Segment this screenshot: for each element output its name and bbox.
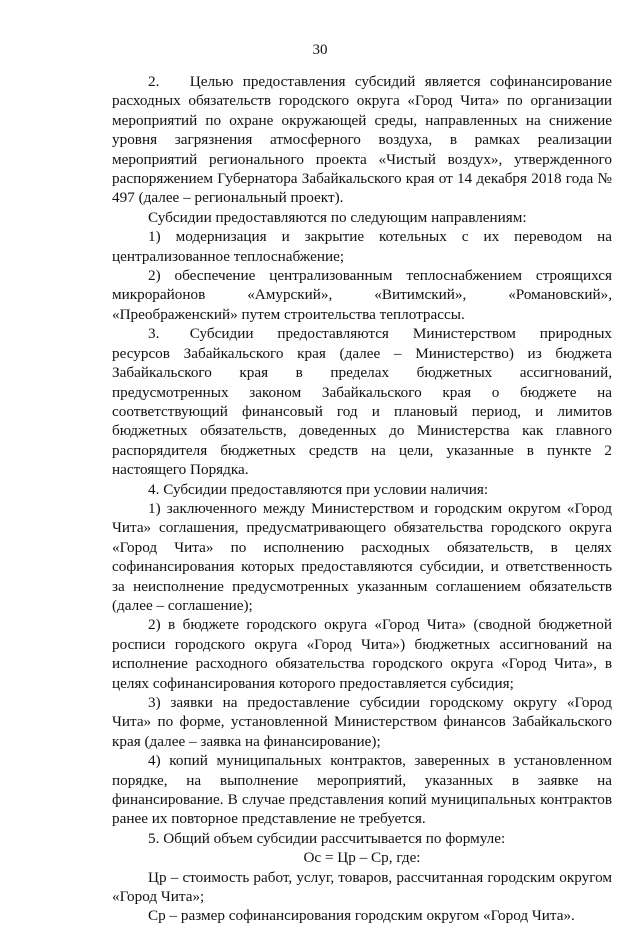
- paragraph-2-goal: 2. Целью предоставления субсидий является софинансирование расходных обязательств городского округа «Город Чита» по организации мероприятий по охране окружающей среды, направленных на снижение уровня загрязнения атмосферного воздуха, в рамках реализации мероприятий регионального проекта «Чистый воздух», утвержденного распоряжением Губернатора Забайкальского края от 14 декабря 2018 года № 497 (далее – региональный проект).: [112, 73, 612, 207]
- document-body: [112, 72, 612, 926]
- paragraph-direction-2: 2) обеспечение централизованным теплоснабжением строящихся микрорайонов «Амурский», «Витимский», «Романовский», «Преображенский» путем строительства теплотрассы.: [112, 267, 612, 323]
- paragraph-condition-1: 1) заключенного между Министерством и городским округом «Город Чита» соглашения, предусматривающего обязательства городского округа «Город Чита» по исполнению расходных обязательств, в целях софинансирования которых предоставляются субсидии, и ответственность за неисполнение предусмотренных указанным соглашением обязательств (далее – соглашение);: [112, 499, 612, 614]
- paragraph-condition-3: 3) заявки на предоставление субсидии городскому округу «Город Чита» по форме, установленной Министерством финансов Забайкальского края (далее – заявка на финансирование);: [112, 694, 612, 750]
- formula-line: Ос = Цр – Ср, где:: [303, 849, 421, 867]
- paragraph-4-conditions-intro: 4. Субсидии предоставляются при условии наличия:: [148, 480, 489, 498]
- paragraph-condition-2: 2) в бюджете городского округа «Город Чита» (сводной бюджетной росписи городского округа «Город Чита») бюджетных ассигнований на исполнение расходного обязательства городского округа «Город Чита», в целях софинансирования которого предоставляется субсидия;: [112, 616, 612, 692]
- paragraph-5-formula-intro: 5. Общий объем субсидии рассчитывается по формуле:: [148, 829, 506, 847]
- page-number: 30: [312, 42, 328, 58]
- paragraph-3-provider: 3. Субсидии предоставляются Министерством природных ресурсов Забайкальского края (далее – Министерство) из бюджета Забайкальского края в пределах бюджетных ассигнований, предусмотренных законом Забайкальского края о бюджете на соответствующий финансовый год и плановый период, и лимитов бюджетных обязательств, доведенных до Министерства как главного распорядителя бюджетных средств на цели, указанные в пункте 2 настоящего Порядка.: [112, 325, 612, 479]
- paragraph-directions-intro: Субсидии предоставляются по следующим направлениям:: [148, 208, 527, 226]
- paragraph-sr-definition: Ср – размер софинансирования городским округом «Город Чита».: [148, 907, 575, 925]
- paragraph-direction-1: 1) модернизация и закрытие котельных с их переводом на централизованное теплоснабжение;: [112, 228, 612, 265]
- paragraph-condition-4: 4) копий муниципальных контрактов, заверенных в установленном порядке, на выполнение мероприятий, указанных в заявке на финансирование. В случае представления копий муниципальных контрактов ранее их повторное представление не требуется.: [112, 752, 612, 828]
- paragraph-cr-definition: Цр – стоимость работ, услуг, товаров, рассчитанная городским округом «Город Чита»;: [112, 868, 612, 906]
